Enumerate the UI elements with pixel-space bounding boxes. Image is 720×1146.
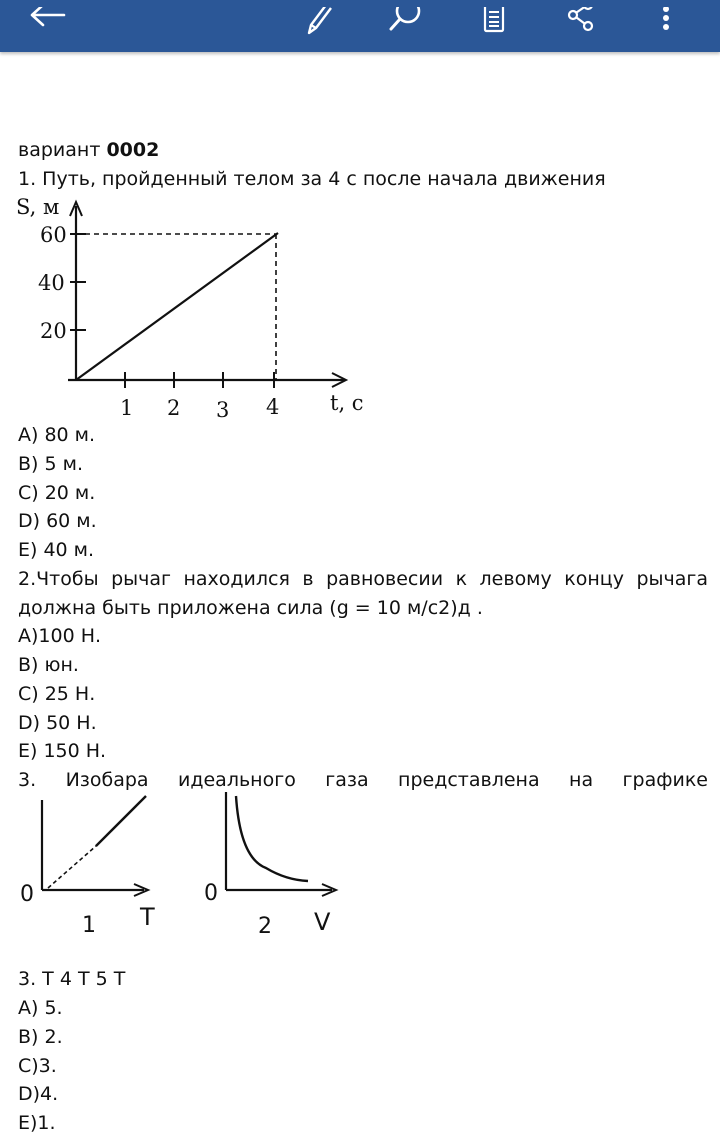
origin-label: 0 <box>204 881 218 906</box>
process-line <box>96 796 146 846</box>
word: на <box>569 769 594 791</box>
word: Изобара <box>65 769 149 791</box>
word: идеального <box>178 769 296 791</box>
word: рычага <box>636 568 708 590</box>
q1-option-e: E) 40 м. <box>18 539 95 561</box>
extrapolation-line <box>48 846 96 888</box>
q3-option-c: C)3. <box>18 1055 57 1077</box>
q1-option-d: D) 60 м. <box>18 510 97 532</box>
path-line <box>76 233 278 380</box>
x-tick-label: 2 <box>167 396 181 420</box>
variant-label: вариант <box>18 139 101 161</box>
variant-heading <box>18 138 159 162</box>
x-axis-label: V <box>314 908 331 936</box>
question-2-line-1 <box>18 567 708 591</box>
isobar-graph-1 <box>12 792 172 940</box>
x-tick-label: 1 <box>120 396 134 420</box>
x-axis-label: T <box>140 903 155 931</box>
graph-number: 1 <box>82 913 96 938</box>
question-1-text: 1. Путь, пройденный телом за 4 с после начала движения <box>18 168 606 190</box>
x-tick-label: 4 <box>266 395 280 419</box>
word: к <box>455 568 468 590</box>
y-tick-label: 40 <box>38 271 65 295</box>
q3-option-b: B) 2. <box>18 1026 63 1048</box>
variant-number: 0002 <box>106 139 160 161</box>
q3-option-a: A) 5. <box>18 997 63 1019</box>
y-tick-label: 60 <box>40 223 67 247</box>
word: левому <box>479 568 552 590</box>
word: 3. <box>18 769 37 791</box>
word: 2.Чтобы <box>18 568 99 590</box>
x-axis-label: t, с <box>330 391 364 415</box>
q1-option-b: B) 5 м. <box>18 453 83 475</box>
path-time-graph <box>10 194 370 420</box>
q1-option-a: A) 80 м. <box>18 424 96 446</box>
word: представлена <box>398 769 540 791</box>
word: рычаг <box>111 568 171 590</box>
q2-option-e: E) 150 Н. <box>18 740 107 762</box>
q3-option-e: E)1. <box>18 1112 56 1134</box>
word: равновесии <box>326 568 444 590</box>
q2-option-b: B) юн. <box>18 654 79 676</box>
word: газа <box>325 769 369 791</box>
y-tick-label: 20 <box>40 319 67 343</box>
question-2-line-2: должна быть приложена сила (g = 10 м/с2)д . <box>18 597 483 619</box>
q2-option-d: D) 50 Н. <box>18 712 97 734</box>
q3-option-d: D)4. <box>18 1083 59 1105</box>
word: графике <box>622 769 708 791</box>
word: концу <box>564 568 624 590</box>
question-3-answer-line: 3. Т 4 Т 5 Т <box>18 968 126 990</box>
question-3-line-1 <box>18 768 708 792</box>
word: находился <box>183 568 290 590</box>
x-tick-label: 3 <box>216 398 230 420</box>
hyperbola-curve <box>236 796 308 881</box>
q2-option-a: A)100 Н. <box>18 625 102 647</box>
y-axis-label: S, м <box>16 195 60 219</box>
word: в <box>302 568 314 590</box>
isobar-graph-2 <box>196 792 356 940</box>
origin-label: 0 <box>20 882 34 907</box>
q1-option-c: C) 20 м. <box>18 482 96 504</box>
graph-number: 2 <box>258 914 272 939</box>
q2-option-c: C) 25 Н. <box>18 683 96 705</box>
